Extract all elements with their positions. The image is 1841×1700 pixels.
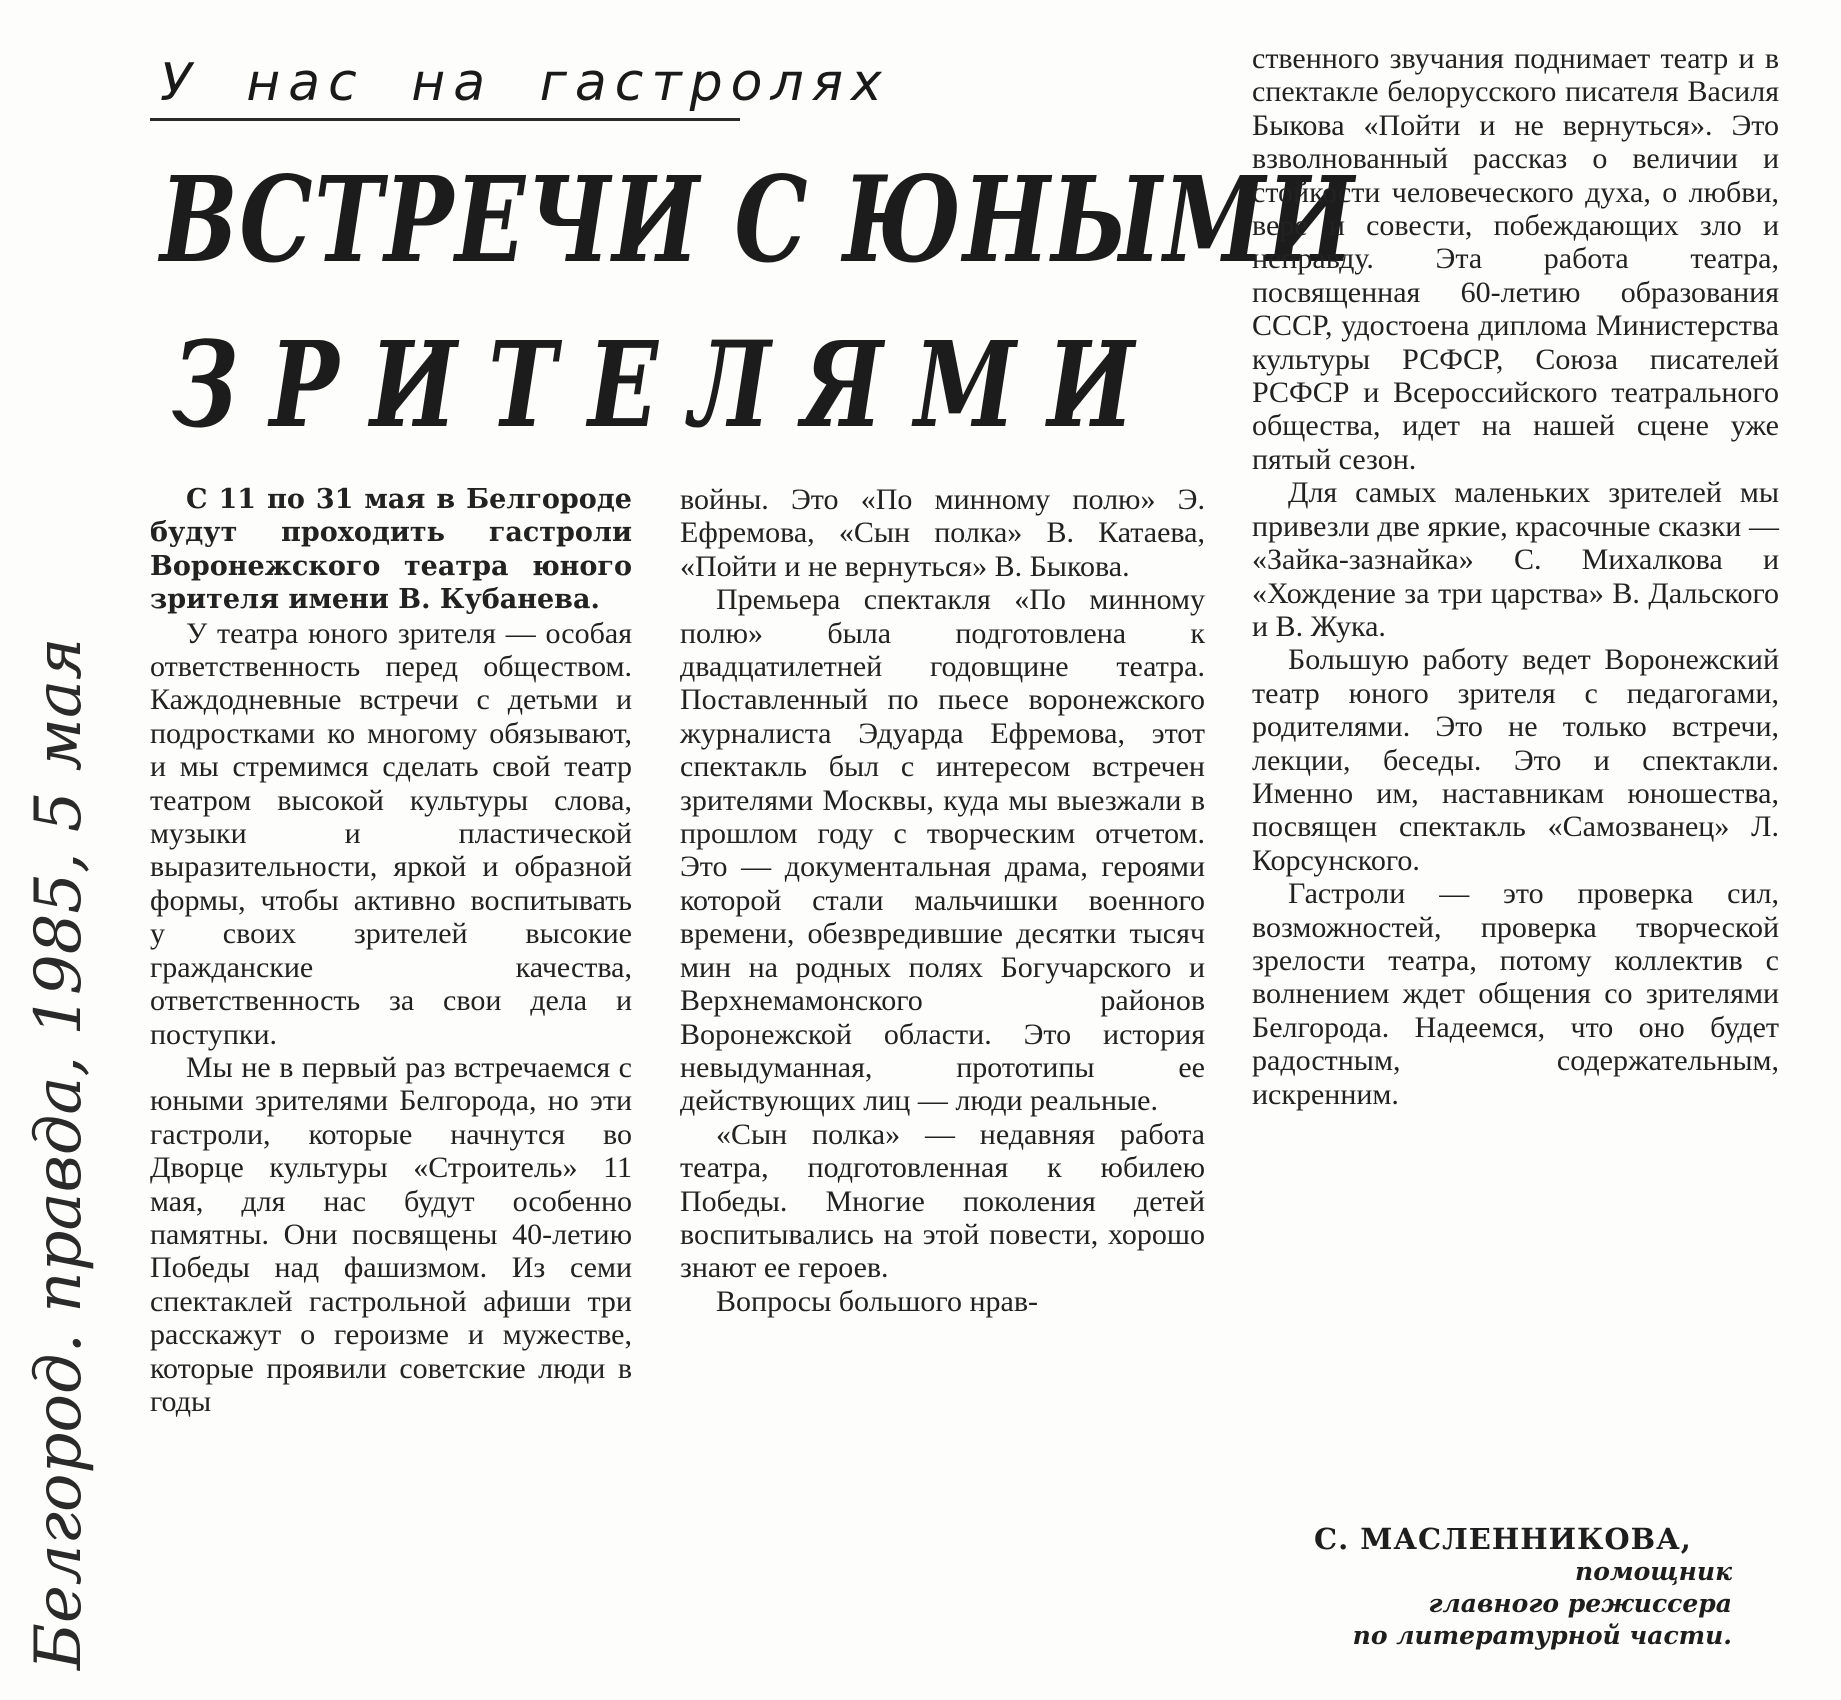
paragraph-5-start: Вопросы большого нрав- [716, 1284, 1038, 1318]
text-column-2 [680, 483, 1205, 1318]
author-position-line-3: по литературной части. [1352, 1621, 1732, 1650]
handwritten-note-svg [2, 400, 112, 1680]
headline-line-1: ВСТРЕЧИ С ЮНЫМИ [160, 150, 1356, 289]
rubric-heading: У нас на гастролях [160, 53, 890, 113]
paragraph-4: «Сын полка» — недавняя работа театра, подготовленная к юбилею Победы. Многие поколения детей воспитывались на этой повести, хорошо знают ее героев. [680, 1117, 1205, 1285]
text-column-1 [150, 483, 632, 1418]
lead-paragraph: С 11 по 31 мая в Белгороде будут проходить гастроли Воронежского театра юного зрителя имени В. Кубанева. [150, 484, 632, 616]
text-column-3 [1252, 42, 1779, 1111]
rubric-underline [150, 118, 740, 121]
article-headline [150, 150, 1356, 470]
handwritten-source-note [2, 400, 112, 1680]
handwritten-note-text: Белгород. правда, 1985, 5 мая [22, 637, 96, 1670]
paragraph-7: Большую работу ведет Воронежский театр юного зрителя с педагогами, родителями. Это не только встречи, лекции, беседы. Это и спектакли. Именно им, наставникам юношества, посвящен спектакль «Самозванец» Л. Корсунского. [1252, 643, 1779, 877]
paragraph-6: Для самых маленьких зрителей мы привезли две яркие, красочные сказки — «Зайка-зазнайка» С. Михалкова и «Хождение за три царства» В. Дальского и В. Жука. [1252, 476, 1779, 643]
author-signature [1252, 1522, 1732, 1652]
author-name: С. МАСЛЕННИКОВА, [1314, 1522, 1692, 1556]
headline-line-2: ЗРИТЕЛЯМИ [172, 315, 1166, 454]
paragraph-2: Мы не в первый раз встречаемся с юными зрителями Белгорода, но эти гастроли, которые начнутся во Дворце культуры «Строитель» 11 мая, для нас будут особенно памятны. Они посвящены 40-летию Победы над фашизмом. Из семи спектаклей гастрольной афиши три расскажут о героизме и мужестве, которые проявили советские люди в годы [150, 1050, 632, 1418]
paragraph-2-continued: войны. Это «По минному полю» Э. Ефремова, «Сын полка» В. Катаева, «Пойти и не вернуться» В. Быкова. [680, 483, 1205, 583]
paragraph-3: Премьера спектакля «По минному полю» была подготовлена к двадцатилетней годовщине театра. Поставленный по пьесе воронежского журналиста Эдуарда Ефремова, этот спектакль был с интересом встречен зрителями Москвы, куда мы выезжали в прошлом году с творческим отчетом. Это — документальная драма, героями которой стали мальчишки военного времени, обезвредившие десятки тысяч мин на родных полях Богучарского и Верхнемамонского районов Воронежской области. Это история невыдуманная, прототипы ее действующих лиц — люди реальные. [680, 583, 1205, 1118]
author-position-line-1: помощник [1575, 1557, 1732, 1586]
paragraph-5-continued: ственного звучания поднимает театр и в спектакле белорусского писателя Василя Быкова «Пойти и не вернуться». Это взволнованный рассказ о величии и стойкости человеческого духа, о любви, вере и совести, побеждающих зло и неправду. Эта работа театра, посвященная 60-летию образования СССР, удостоена диплома Министерства культуры РСФСР, Союза писателей РСФСР и Всероссийского театрального общества, идет на нашей сцене уже пятый сезон. [1252, 42, 1779, 476]
paragraph-1: У театра юного зрителя — особая ответственность перед обществом. Каждодневные встречи с детьми и подростками ко многому обязывают, и мы стремимся сделать свой театр театром высокой культуры слова, музыки и пластической выразительности, яркой и образной формы, чтобы активно воспитывать у своих зрителей высокие гражданские качества, ответственность за свои дела и поступки. [150, 616, 632, 1051]
author-position-line-2: главного режиссера [1428, 1589, 1732, 1618]
paragraph-8: Гастроли — это проверка сил, возможностей, проверка творческой зрелости театра, потому коллектив с волнением ждет общения со зрителями Белгорода. Надеемся, что оно будет радостным, содержательным, искренним. [1252, 877, 1779, 1111]
